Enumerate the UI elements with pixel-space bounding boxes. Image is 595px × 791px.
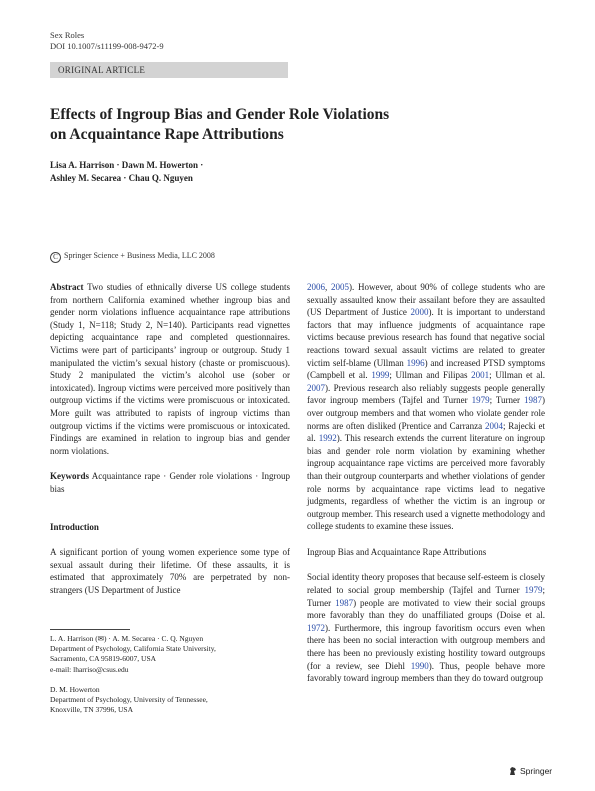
left-column [50,281,290,596]
paragraph-text: ; Turner [489,395,524,406]
paragraph-text: ; Turner [307,585,545,608]
citation-link[interactable]: 2006 [307,282,325,292]
citation-link[interactable]: 2000 [410,307,429,318]
article-title: Effects of Ingroup Bias and Gender Role Violations on Acquaintance Rape Attributions [50,106,390,143]
paragraph-text: ; Ullman et al. [489,370,545,381]
citation-link[interactable]: 1979 [471,395,490,406]
introduction-text: A significant portion of young women experience some type of sexual assault during their lifetime. Of these assaults, it is estimated that approximately 70% are perpetrated by non-strangers (US Department of Justice [50,547,290,595]
citation-link[interactable]: 1990 [410,660,429,671]
citation-link[interactable]: 1996 [406,357,425,368]
citation-link[interactable]: 1979 [524,585,543,596]
right-column [307,281,545,685]
paragraph-text: ) and increased PTSD symptoms (Campbell et al. [307,357,545,381]
subsection-heading: Ingroup Bias and Acquaintance Rape Attributions [307,546,487,557]
paragraph-text: ; Ullman and Filipas [389,370,472,381]
copyright-icon: C [50,252,61,263]
citation-link[interactable]: 1992 [318,433,337,444]
paragraph-text: ). However, about 90% of college students who are sexually assaulted know their assailant before they are assaulted (US Department of Justice [307,282,545,318]
copyright-notice: C Springer Science + Business Media, LLC 2008 [50,251,215,263]
paragraph-text: ). Furthermore, this ingroup favoritism occurs even when there has been no social interaction with outgroup members and there has been no previously existing hostility toward outgroups (for a review, see Diehl [307,622,545,671]
footnote-affiliation-2: D. M. Howerton Department of Psychology, University of Tennessee, Knoxville, TN 37996, USA [50,685,208,715]
footnote-affiliation-1: L. A. Harrison (✉) · A. M. Secarea · C. Q. Nguyen Department of Psychology, California State University, Sacramento, CA 95819-6007, USA e-mail: lharriso@csus.edu [50,634,290,675]
publisher-logo: Springer [508,766,552,776]
abstract: Abstract Two studies of ethnically diverse US college students from northern California examined whether ingroup bias and gender norm violations influence acquaintance rape attributions (Study 1, N=118; Study 2, N=140). Participants read vignettes depicting acquaintance rape and completed questionnaires. Victims were part of participants’ ingroup or outgroup. Study 1 manipulated the victim’s sexual history (chaste or promiscuous). Study 2 manipulated the victim’s alcohol use (sober or intoxicated). Ingroup victims were perceived more positively than outgroup victims if the victims were promiscuous or intoxicated. More guilt was attributed to rapists of ingroup victims than outgroup victims if the victims were promiscuous or intoxicated. Findings are examined in relation to ingroup bias and gender norm violations. [50,282,290,456]
citation-link[interactable]: 2007 [307,382,325,393]
footnote-rule [50,629,130,630]
citation-link[interactable]: 2004 [484,420,503,431]
paragraph-text: ) over outgroup members and that women who violate gender role norms are often disliked (Prentice and Carranza [307,395,545,431]
paragraph-text: ) people are motivated to view their social groups more favorably than they do unaffiliated groups (Doise et al. [307,597,545,621]
author-list: Lisa A. Harrison · Dawn M. Howerton · Ashley M. Secarea · Chau Q. Nguyen [50,160,204,183]
citation-link[interactable]: 1972 [307,622,325,633]
paragraph-text: ; Rajecki et al. [307,420,545,444]
paragraph-text: , [325,282,331,292]
citation-link[interactable]: 1987 [523,395,542,406]
right-paragraph-1 [307,281,545,533]
paragraph-text: Social identity theory proposes that because self-esteem is closely related to social group membership (Tajfel and Turner [307,572,545,596]
doi: DOI 10.1007/s11199-008-9472-9 [50,41,164,51]
paragraph-text: ). Previous research also reliably suggests people generally favor ingroup members (Tajfel and Turner [307,382,545,406]
author-email[interactable]: e-mail: lharriso@csus.edu [50,664,129,674]
introduction-heading: Introduction [50,521,99,532]
paragraph-text: ). This research extends the current literature on ingroup bias and gender role norm violation by examining whether ingroup acquaintance rape victims are perceived more favorably than their outgroup counterparts and whether violations of gender role norms by acquaintance rape victims lead to negative judgments, regardless of whether the victim is an ingroup or outgroup member. This research used a vignette methodology and college students to examine these issues. [307,433,545,532]
citation-link[interactable]: 1987 [335,597,354,608]
journal-name: Sex Roles [50,30,85,40]
paragraph-text: ). Thus, people behave more favorably toward ingroup members than they do toward outgroup [307,660,545,684]
article-type-banner: ORIGINAL ARTICLE [50,62,288,78]
springer-horse-icon [508,766,518,776]
keywords: Keywords Acquaintance rape · Gender role violations · Ingroup bias [50,471,290,494]
citation-link[interactable]: 1999 [371,370,390,381]
right-paragraph-2 [307,571,545,684]
citation-link[interactable]: 2001 [471,370,490,381]
citation-link[interactable]: 2005 [331,282,349,292]
journal-header [50,30,164,52]
paragraph-text: ). It is important to understand factors that may influence judgments of acquaintance rape victims because previous research has found that negative social reactions toward sexual assault victims are related to greater victim self-blame (Ullman [307,307,545,368]
